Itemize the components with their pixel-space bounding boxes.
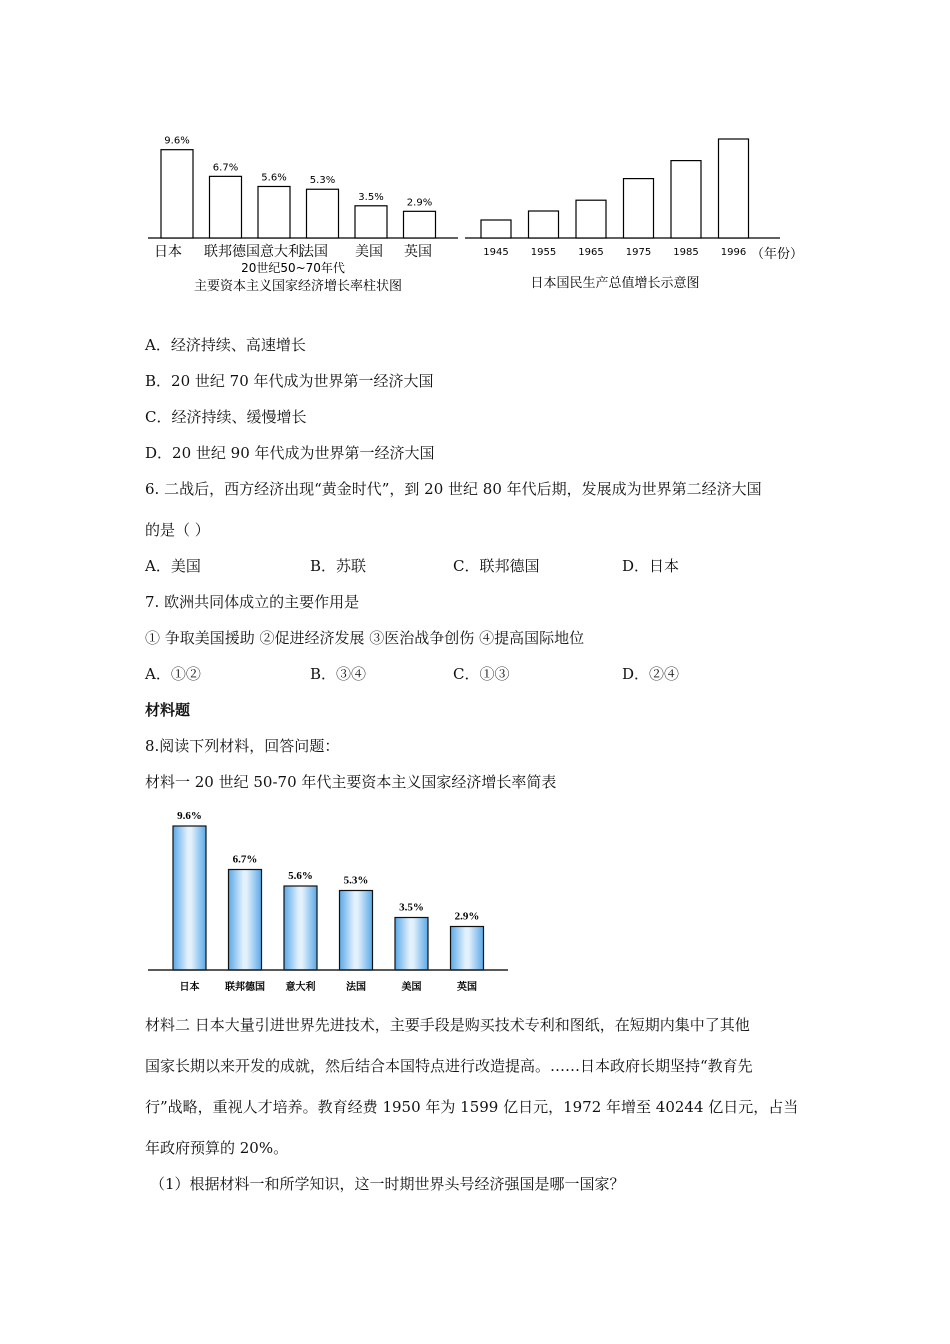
q8-subquestion-1: （1）根据材料一和所学知识，这一时期世界头号经济强国是哪一国家？	[150, 1175, 625, 1193]
chart1-value-label: 9.6%	[164, 135, 190, 147]
chart2-bar	[481, 220, 511, 238]
chart2-year-label: 1975	[625, 247, 652, 258]
q8-material1-title: 材料一 20 世纪 50-70 年代主要资本主义国家经济增长率简表	[145, 773, 557, 791]
q6-option-d: D．日本	[622, 557, 680, 575]
chart1-bar	[307, 189, 339, 238]
chart1-value-label: 5.6%	[261, 172, 287, 184]
q7-option-d: D．②④	[622, 665, 680, 683]
q8-material2-line1: 材料二 日本大量引进世界先进技术，主要手段是购买技术专利和图纸，在短期内集中了其他	[145, 1016, 750, 1034]
chart2-caption: 日本国民生产总值增长示意图	[530, 276, 700, 291]
chart3-bar	[451, 927, 484, 971]
section-title: 材料题	[145, 701, 191, 719]
chart2-year-label: 1945	[483, 247, 509, 258]
chart3-category-label: 日本	[179, 982, 200, 993]
chart1-bar	[404, 211, 436, 238]
chart2-bar	[671, 161, 701, 238]
chart1-bar	[161, 150, 193, 238]
chart3-bar	[395, 918, 428, 971]
chart1-category-label: 法国	[300, 244, 328, 260]
q8-material2-line4: 年政府预算的 20%。	[145, 1139, 289, 1157]
q7-items: ① 争取美国援助 ②促进经济发展 ③医治战争创伤 ④提高国际地位	[145, 629, 585, 647]
q7-option-a: A．①②	[145, 665, 201, 683]
chart1-value-label: 6.7%	[212, 162, 239, 174]
growth-rate-outline-chart	[140, 120, 460, 300]
chart1-category-label: 意大利	[260, 244, 302, 260]
chart3-value-label: 6.7%	[232, 853, 258, 866]
chart3-value-label: 3.5%	[399, 901, 424, 914]
growth-rate-blue-chart	[140, 800, 520, 1000]
q5-option-d: D．20 世纪 90 年代成为世界第一经济大国	[145, 444, 435, 462]
chart1-category-label: 联邦德国	[204, 244, 260, 260]
chart3-category-label: 意大利	[285, 982, 316, 993]
chart1-value-label: 2.9%	[406, 197, 433, 209]
chart3-bar	[340, 891, 373, 971]
chart3-bar	[284, 886, 317, 970]
q7-option-c: C．①③	[453, 665, 510, 683]
chart3-category-label: 美国	[401, 982, 422, 993]
chart2-unit-label: （年份）	[751, 247, 804, 262]
chart1-category-label: 日本	[154, 244, 182, 260]
chart2-year-label: 1965	[578, 247, 604, 258]
japan-gnp-chart	[465, 125, 815, 300]
chart1-value-label: 3.5%	[358, 191, 384, 203]
chart3-value-label: 5.6%	[288, 870, 313, 882]
q7-stem: 7. 欧洲共同体成立的主要作用是	[145, 593, 360, 611]
chart1-bar	[258, 186, 290, 238]
chart1-category-label: 美国	[355, 244, 383, 260]
chart2-year-label: 1955	[530, 247, 557, 258]
q5-option-b: B．20 世纪 70 年代成为世界第一经济大国	[145, 372, 434, 390]
chart2-bar	[624, 179, 654, 238]
chart1-bar	[355, 206, 387, 238]
q6-stem-line2: 的是（ ）	[145, 521, 210, 539]
q8-material2-line2: 国家长期以来开发的成就，然后结合本国特点进行改造提高。……日本政府长期坚持“教育先	[145, 1057, 753, 1075]
chart1-caption-line2: 主要资本主义国家经济增长率柱状图	[193, 279, 403, 294]
q6-option-c: C．联邦德国	[453, 557, 540, 575]
chart3-category-label: 英国	[457, 982, 477, 993]
chart1-caption-line1: 20世纪50~70年代	[241, 261, 345, 275]
chart2-year-label: 1985	[673, 247, 699, 258]
chart2-year-label: 1996	[720, 247, 747, 258]
chart3-category-label: 联邦德国	[225, 982, 265, 993]
chart3-value-label: 9.6%	[177, 810, 202, 822]
q7-option-b: B．③④	[310, 665, 367, 683]
chart1-category-label: 英国	[404, 244, 432, 260]
chart1-bar	[210, 176, 242, 238]
chart2-bar	[719, 139, 749, 238]
q5-option-a: A．经济持续、高速增长	[145, 336, 306, 354]
q6-option-a: A．美国	[145, 557, 201, 575]
q6-stem-line1: 6. 二战后，西方经济出现“黄金时代”，到 20 世纪 80 年代后期，发展成为世界第二经济大国	[145, 480, 762, 498]
q5-option-c: C．经济持续、缓慢增长	[145, 408, 307, 426]
chart1-value-label: 5.3%	[309, 175, 336, 187]
q6-option-b: B．苏联	[310, 557, 367, 575]
chart3-category-label: 法国	[346, 982, 366, 993]
chart3-bar	[229, 870, 262, 971]
q8-material2-line3: 行”战略，重视人才培养。教育经费 1950 年为 1599 亿日元，1972 年增至 40244 亿日元，占当	[145, 1098, 799, 1116]
chart3-bar	[173, 826, 206, 970]
chart3-value-label: 5.3%	[343, 874, 369, 887]
chart2-bar	[576, 200, 606, 238]
chart2-bar	[529, 211, 559, 238]
q8-stem: 8.阅读下列材料，回答问题：	[145, 737, 340, 755]
chart3-value-label: 2.9%	[454, 910, 480, 923]
